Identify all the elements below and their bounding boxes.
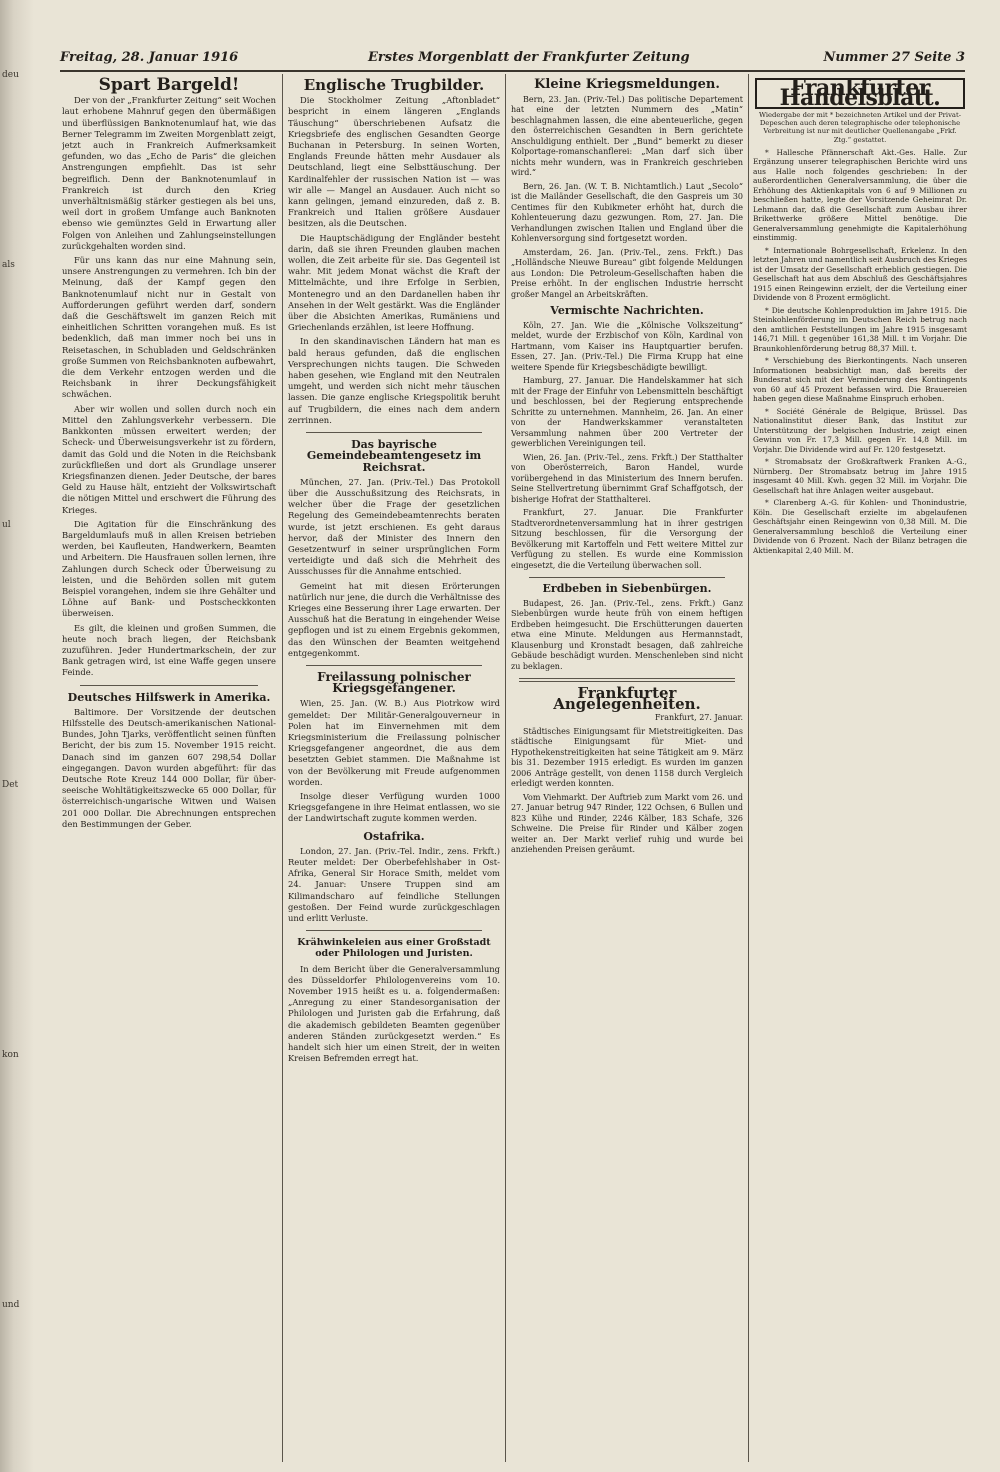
article-title-angelegenheiten: Frankfurter Angelegenheiten. (553, 684, 701, 713)
article-paragraph: Wien, 26. Jan. (Priv.-Tel., zens. Frkft.) Der Statthalter von Oberösterreich, Baron Handel, wurde vorübergehend in das Ministerium des Innern berufen. Seine Stellvertretung übernimmt Graf Schaffgotsch, der bisherige Hofrat der Statthalterei. (511, 452, 743, 504)
article-paragraph: * Hallesche Pfännerschaft Akt.-Ges. Halle. Zur Ergänzung unserer telegraphischen Berichte wird uns aus Halle noch folgendes geschrieben: In der außerordentlichen Generalversammlung, die über die Erhöhung des Aktienkapitals von 6 auf 9 Millionen zu beschließen hatte, legte der Vorsitzende Geheimrat Dr. Lehmann dar, daß die Gesellschaft zum Ausbau ihrer Brikettwerke größere Mittel benötige. Die Generalversammlung genehmigte die Kapitalerhöhung einstimmig. (753, 147, 967, 243)
article-title-gemeindebeamtengesetz: Das bayrische Gemeindebeamtengesetz im Reichsrat. (306, 438, 482, 474)
section-rule (306, 930, 482, 931)
article-paragraph: Bern, 26. Jan. (W. T. B. Nichtamtlich.) Laut „Secolo“ ist die Mailänder Gesellschaft, die den Gaspreis um 30 Centimes für den Kubikmeter erhöht hat, durch die Kohlenteuerung dazu gezwungen. Rom, 27. Jan. Die Verhandlungen zwischen Italien und England über die Kohlenversorgung sind fortgesetzt worden. (511, 181, 743, 243)
edge-text: und (2, 1300, 20, 1310)
article-paragraph: In dem Bericht über die Generalversammlung des Düsseldorfer Philologenvereins vom 10. November 1915 heißt es u. a. folgendermaßen: „Anregung zu einer Standesorganisation der Philologen und Juristen gab die Erfahrung, daß die akademisch gebildeten Beamten gegenüber anderen Ständen zurückgesetzt werden.“ Es handelt sich hier um einen Streit, der in weiten Kreisen Befremden erregt hat. (288, 963, 500, 1064)
handelsblatt-subtitle: Wiedergabe der mit * bezeichneten Artikel und der Privat-Depeschen auch deren telegraphische oder telephonische Verbreitung ist nur mit deutlicher Quellenangabe „Frkf. Ztg.“ gestattet. (758, 111, 961, 144)
article-title-vermischte: Vermischte Nachrichten. (550, 304, 704, 317)
article-paragraph: Es gilt, die kleinen und großen Summen, die heute noch brach liegen, der Reichsbank zuzuführen. Jeder Hundertmarkschein, der zur Bank getragen wird, ist eine Waffe gegen unsere Feinde. (62, 622, 276, 678)
masthead: Erstes Morgenblatt der Frankfurter Zeitung (368, 50, 690, 65)
dateline: Frankfurt, 27. Januar. (654, 713, 743, 722)
section-double-rule (519, 678, 735, 682)
article-paragraph: Köln, 27. Jan. Wie die „Kölnische Volkszeitung“ meldet, wurde der Erzbischof von Köln, Kardinal von Hartmann, vom Kaiser ins Hauptquartier berufen. Essen, 27. Jan. (Priv.-Tel.) Die Firma Krupp hat eine weitere Spende für Kriegsbeschädigte bewilligt. (511, 320, 743, 372)
article-paragraph: Gemeint hat mit diesen Erörterungen natürlich nur jene, die durch die Verhältnisse des Krieges eine Besserung ihrer Lage erwarten. Der Ausschuß hat die Beratung in eingehender Weise gepflogen und ist zu einem Ergebnis gekommen, das den Wünschen der Beamten weitgehend entgegenkommt. (288, 580, 500, 658)
handelsblatt-title: Frankfurter Handelsblatt. (755, 78, 965, 109)
article-paragraph: Aber wir wollen und sollen durch noch ein Mittel den Zahlungsverkehr verbessern. Die Bankkonten müssen erweitert werden; der Scheck- und Überweisungsverkehr ist zu fördern, damit das Gold und die Noten in die Reichsbank zurückfließen und dort als Grundlage unserer Kriegsfinanzen dienen. Jeder Deutsche, der bares Geld zu Hause hält, entzieht der Volkswirtschaft die nötigen Mittel und erschwert die Führung des Krieges. (62, 403, 276, 515)
article-paragraph: Bern, 23. Jan. (Priv.-Tel.) Das politische Departement hat eine der letzten Nummern des „Matin“ beschlagnahmen lassen, die eine abenteuerliche, gegen den österreichischen Gesandten in Bern gerichtete Anschuldigung enthielt. Der „Bund“ bemerkt zu dieser Kolportage-romanschanflerei: „Man darf sich über nichts mehr wundern, was in Frankreich geschrieben wird.“ (511, 94, 743, 177)
article-paragraph: Frankfurt, 27. Januar. Die Frankfurter Stadtverordnetenversammlung hat in ihrer gestrigen Sitzung beschlossen, für die Versorgung der Bevölkerung mit Kartoffeln und Fett weitere Mittel zur Verfügung zu stellen. Es wurde eine Kommission eingesetzt, die die Verteilung überwachen soll. (511, 508, 743, 570)
column-2 (288, 74, 500, 1462)
article-paragraph: Die Stockholmer Zeitung „Aftonbladet“ bespricht in einem längeren „Englands Täuschung“ überschriebenen Aufsatz die Kriegsbriefe des englischen Gesandten George Buchanan in Petersburg. In seinen Worten, Englands Freunde hätten mehr Ausdauer als Deutschland, liegt eine Selbsttäuschung. Der Kardinalfehler der russischen Nation ist — was wir alle — Mangel an Ausdauer. Auch nicht so kann gelingen, jemand einzureden, daß z. B. Frankreich und Italien größere Ausdauer besitzen, als die Deutschen. (288, 95, 500, 229)
article-paragraph: * Internationale Bohrgesellschaft, Erkelenz. In den letzten Jahren und namentlich seit Ausbruch des Krieges ist der Umsatz der Gesellschaft erheblich gestiegen. Die Gesellschaft hat aus dem Abschluß des Geschäftsjahres 1915 einen Reingewinn erzielt, der die Verteilung einer Dividende von 8 Prozent ermöglicht. (753, 245, 967, 303)
section-rule (80, 685, 258, 686)
article-title-kraehwinkeleien: Krähwinkeleien aus einer Großstadt oder Philologen und Juristen. (297, 937, 491, 960)
column-divider (282, 74, 283, 1462)
article-paragraph: Wien, 25. Jan. (W. B.) Aus Piotrkow wird gemeldet: Der Militär-Generalgouverneur in Polen hat im Einvernehmen mit dem Kriegsministerium die Freilassung polnischer Kriegsgefangener angeordnet, die aus dem besetzten Gebiet stammen. Die Maßnahme ist von der Bevölkerung mit Freude aufgenommen worden. (288, 698, 500, 787)
column-divider (748, 74, 749, 1462)
article-paragraph: München, 27. Jan. (Priv.-Tel.) Das Protokoll über die Ausschußsitzung des Reichsrats, in welcher über die Frage der gesetzlichen Regelung des Gemeindebeamtenrechts beraten wurde, ist jetzt erschienen. Es geht daraus hervor, daß der Minister des Innern den Gesetzentwurf in seiner ursprünglichen Form verteidigte und daß sich die Mehrheit des Ausschusses für die Annahme entschied. (288, 476, 500, 577)
article-paragraph: Hamburg, 27. Januar. Die Handelskammer hat sich mit der Frage der Einfuhr von Lebensmitteln beschäftigt und beschlossen, bei der Regierung entsprechende Schritte zu unternehmen. Mannheim, 26. Jan. An einer von der Handwerkskammer veranstalteten Versammlung nahmen über 200 Vertreter der gewerblichen Vereinigungen teil. (511, 376, 743, 448)
article-paragraph: Die Agitation für die Einschränkung des Bargeldumlaufs muß in allen Kreisen betrieben werden, bei Kaufleuten, Handwerkern, Beamten und Arbeitern. Die Hausfrauen sollen lernen, ihre Zahlungen durch Scheck oder Überweisung zu leisten, und die Behörden sollen mit gutem Beispiel vorangehen, indem sie ihre Gehälter und Löhne auf Bank- und Postscheckkonten überweisen. (62, 518, 276, 619)
article-title-ostafrika: Ostafrika. (363, 829, 425, 843)
section-rule (306, 665, 482, 666)
article-paragraph: In den skandinavischen Ländern hat man es bald heraus gefunden, daß die englischen Versprechungen nichts taugen. Die Schweden haben gesehen, wie England mit den Neutralen umgeht, und werden sich nicht mehr täuschen lassen. Die ganze englische Kriegspolitik beruht auf Trugbildern, die eines nach dem andern zerrinnen. (288, 336, 500, 425)
article-title-trugbilder: Englische Trugbilder. (303, 76, 485, 94)
page-header (60, 48, 965, 72)
article-paragraph: Budapest, 26. Jan. (Priv.-Tel., zens. Frkft.) Ganz Siebenbürgen wurde heute früh von einem heftigen Erdbeben heimgesucht. Die Erschütterungen dauerten etwa eine Minute. Meldungen aus Hermannstadt, Klausenburg und Kronstadt besagen, daß zahlreiche Gebäude beschädigt wurden. Menschenleben sind nicht zu beklagen. (511, 598, 743, 671)
column-1 (62, 74, 276, 1462)
edge-text: als (2, 260, 15, 270)
issue-date: Freitag, 28. Januar 1916 (60, 50, 239, 65)
page-number: Nummer 27 Seite 3 (823, 50, 965, 65)
article-paragraph: Für uns kann das nur eine Mahnung sein, unsere Anstrengungen zu vermehren. Ich bin der Meinung, daß der Kampf gegen den Banknotenumlauf nicht nur in Gestalt von Aufforderungen geführt werden darf, sondern daß die Geschäftswelt im ganzen Reich mit einheitlichen Schritten vorangehen muß. Es ist bedenklich, daß man immer noch bei uns in Reisetaschen, in Schubladen und Geldschränken große Summen von Reichsbanknoten aufbewahrt, die dem Verkehr entzogen werden und die Reichsbank in ihrer Deckungsfähigkeit schwächen. (62, 255, 276, 400)
article-title-erdbeben: Erdbeben in Siebenbürgen. (542, 582, 712, 595)
article-title-kriegsgefangener: Freilassung polnischer Kriegsgefangener. (317, 669, 471, 696)
section-rule (529, 577, 725, 578)
article-title-hilfswerk: Deutsches Hilfswerk in Amerika. (67, 690, 271, 704)
edge-text: ul (2, 520, 11, 530)
article-paragraph: Vom Viehmarkt. Der Auftrieb zum Markt vom 26. und 27. Januar betrug 947 Rinder, 122 Ochsen, 6 Bullen und 823 Kühe und Rinder, 2246 Kälber, 183 Schafe, 326 Schweine. Die Preise für Rinder und Kälber zogen weiter an. Der Markt verlief ruhig und wurde bei anziehenden Preisen geräumt. (511, 792, 743, 854)
column-4 (753, 74, 967, 1462)
article-paragraph: * Verschiebung des Bierkontingents. Nach unseren Informationen beabsichtigt man, daß bereits der Bundesrat sich mit der Verminderung des Kontingents von 60 auf 45 Prozent befassen wird. Die Brauereien haben gegen diese Maßnahme Einspruch erhoben. (753, 356, 967, 404)
article-title-kriegsmeldungen: Kleine Kriegsmeldungen. (534, 77, 720, 92)
article-paragraph: Die Hauptschädigung der Engländer besteht darin, daß sie ihren Freunden glauben machen wollen, die Zeit arbeite für sie. Das Gegenteil ist wahr. Mit jedem Monat wächst die Kraft der Mittelmächte, und ihre Erfolge in Serbien, Montenegro und an den Dardanellen haben ihr Ansehen in der Welt gestärkt. Was die Engländer über die Absichten Amerikas, Rumäniens und Griechenlands erzählen, ist leere Hoffnung. (288, 232, 500, 333)
section-rule (306, 432, 482, 433)
article-paragraph: Insolge dieser Verfügung wurden 1000 Kriegsgefangene in ihre Heimat entlassen, wo sie der Landwirtschaft zugute kommen werden. (288, 790, 500, 824)
edge-text: deu (2, 70, 19, 80)
article-title-spart-bargeld: Spart Bargeld! (98, 75, 240, 95)
edge-text: kon (2, 1050, 19, 1060)
binding-edge (0, 0, 34, 1472)
article-paragraph: Städtisches Einigungsamt für Mietstreitigkeiten. Das städtische Einigungsamt für Miet- und Hypothekenstreitigkeiten hat seine Tätigkeit am 9. März bis 31. Dezember 1915 erledigt. Es wurden im ganzen 2006 Anträge gestellt, von denen 1158 durch Vergleich erledigt werden konnten. (511, 726, 743, 788)
column-3 (511, 74, 743, 1462)
column-divider (505, 74, 506, 1462)
edge-text: Det (2, 780, 19, 790)
article-paragraph: * Die deutsche Kohlenproduktion im Jahre 1915. Die Steinkohlenförderung im Deutschen Reich betrug nach den amtlichen Feststellungen im Jahre 1915 insgesamt 146,71 Mill. t gegenüber 161,38 Mill. t im Vorjahr. Die Braunkohlenförderung betrug 88,37 Mill. t. (753, 305, 967, 353)
article-paragraph: * Société Générale de Belgique, Brüssel. Das Nationalinstitut dieser Bank, das Institut zur Unterstützung der belgischen Industrie, zeigt einen Gewinn von Fr. 17,3 Mill. gegen Fr. 14,8 Mill. im Vorjahr. Die Dividende wird auf Fr. 120 festgesetzt. (753, 406, 967, 454)
article-paragraph: Baltimore. Der Vorsitzende der deutschen Hilfsstelle des Deutsch-amerikanischen National-Bundes, John Tjarks, veröffentlicht seinen fünften Bericht, der bis zum 15. November 1915 reicht. Danach sind im ganzen 607 298,54 Dollar eingegangen. Davon wurden abgeführt: für das Deutsche Rote Kreuz 144 000 Dollar, für über-seeische Wohltätigkeitszwecke 65 000 Dollar, für österreichisch-ungarische Witwen und Waisen 201 000 Dollar. Die Abrechnungen entsprechen den Bestimmungen der Geber. (62, 706, 276, 829)
article-paragraph: Amsterdam, 26. Jan. (Priv.-Tel., zens. Frkft.) Das „Holländsche Nieuwe Bureau“ gibt folgende Meldungen aus London: Die Petroleum-Gesellschaften haben die Preise erhöht. In der englischen Industrie herrscht großer Mangel an Arbeitskräften. (511, 247, 743, 299)
article-paragraph: London, 27. Jan. (Priv.-Tel. Indir., zens. Frkft.) Reuter meldet: Der Oberbefehlshaber in Ost-Afrika, General Sir Horace Smith, meldet vom 24. Januar: Unsere Truppen sind am Kilimandscharo auf feindliche Stellungen gestoßen. Der Feind wurde zurückgeschlagen und erlitt Verluste. (288, 845, 500, 924)
article-paragraph: * Clarenberg A.-G. für Kohlen- und Thonindustrie, Köln. Die Gesellschaft erzielte im abgelaufenen Geschäftsjahr einen Reingewinn von 0,38 Mill. M. Die Generalversammlung beschloß die Verteilung einer Dividende von 6 Prozent. Nach der Bilanz betragen die Aktienkapital 2,40 Mill. M. (753, 498, 967, 555)
article-paragraph: * Stromabsatz der Großkraftwerk Franken A.-G., Nürnberg. Der Stromabsatz betrug im Jahre 1915 insgesamt 40 Mill. Kwh. gegen 32 Mill. im Vorjahr. Die Gesellschaft hat ihre Anlagen weiter ausgebaut. (753, 457, 967, 495)
article-paragraph: Der von der „Frankfurter Zeitung“ seit Wochen laut erhobene Mahnruf gegen den übermäßigen und überflüssigen Banknotenumlauf hat, wie das Berner Telegramm im Zweiten Morgenblatt zeigt, jetzt auch in Frankreich Aufmerksamkeit gefunden, wo das „Echo de Paris“ die gleichen Anstrengungen empfiehlt. Das ist sehr begreiflich. Denn der Banknotenumlauf in Frankreich ist durch den Krieg unverhältnismäßig stärker gestiegen als bei uns, weil dort in großem Umfange auch Banknoten ebenso wie gemünztes Geld in Erwartung aller Folgen von Anleihen und Zahlungseinstellungen zurückgehalten worden sind. (62, 95, 276, 251)
